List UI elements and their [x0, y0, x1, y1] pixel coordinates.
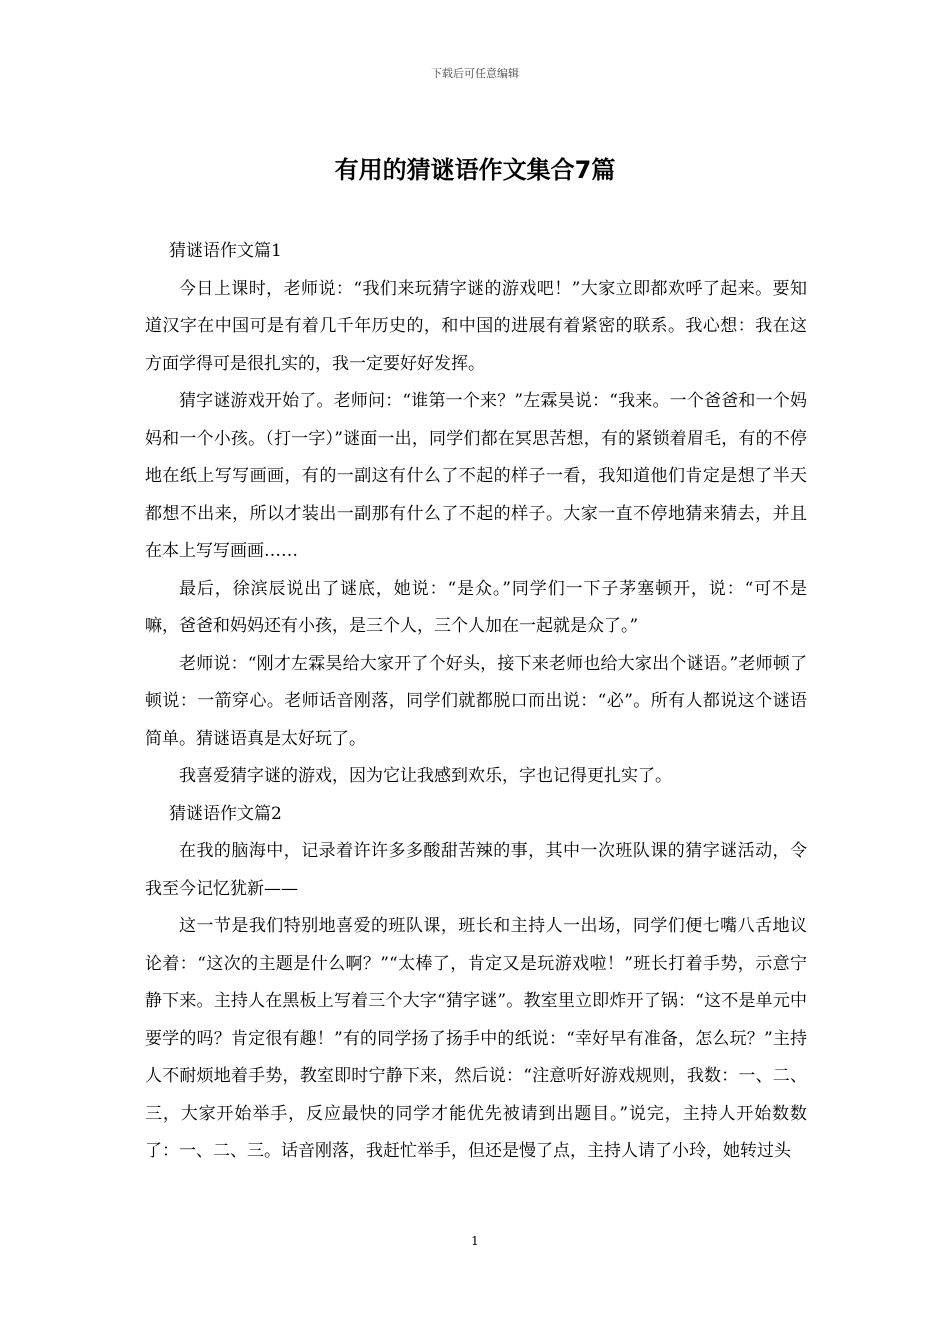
page-number: 1 [471, 1234, 479, 1248]
paragraph: 这一节是我们特别地喜爱的班队课，班长和主持人一出场，同学们便七嘴八舌地议论着：“这次的主题是什么啊？”“太棒了，肯定又是玩游戏啦！”班长打着手势，示意宁静下来。主持人在黑板上写着三个大字“猜字谜”。教室里立即炸开了锅：“这不是单元中要学的吗？肯定很有趣！”有的同学扬了扬手中的纸说：“幸好早有准备，怎么玩？”主持人不耐烦地着手势，教室即时宁静下来，然后说：“注意听好游戏规则，我数：一、二、三，大家开始举手，反应最快的同学才能优先被请到出题目。”说完，主持人开始数数了：一、二、三。话音刚落，我赶忙举手，但还是慢了点，主持人请了小玲，她转过头 [145, 916, 807, 1161]
section-heading: 猜谜语作文篇2 [169, 803, 282, 824]
document-title: 有用的猜谜语作文集合7篇 [334, 156, 616, 184]
paragraph: 最后，徐滨辰说出了谜底，她说：“是众。”同学们一下子茅塞顿开，说：“可不是嘛，爸爸和妈妈还有小孩，是三个人，三个人加在一起就是众了。” [145, 578, 807, 636]
paragraph: 猜字谜游戏开始了。老师问：“谁第一个来？”左霖昊说：“我来。一个爸爸和一个妈妈和一个小孩。（打一字）”谜面一出，同学们都在冥思苦想，有的紧锁着眉毛，有的不停地在纸上写写画画，有的一副这有什么了不起的样子一看，我知道他们肯定是想了半天都想不出来，所以才装出一副那有什么了不起的样子。大家一直不停地猜来猜去，并且在本上写写画画…… [145, 391, 807, 561]
section-heading: 猜谜语作文篇1 [169, 241, 282, 261]
paragraph: 在我的脑海中，记录着许许多多酸甜苦辣的事，其中一次班队课的猜字谜活动，令我至今记忆犹新—— [145, 841, 807, 899]
paragraph: 老师说：“刚才左霖昊给大家开了个好头，接下来老师也给大家出个谜语。”老师顿了顿说：一箭穿心。老师话音刚落，同学们就都脱口而出说：“必”。所有人都说这个谜语简单。猜谜语真是太好玩了。 [145, 653, 807, 749]
document-body [145, 233, 807, 1171]
paragraph: 今日上课时，老师说：“我们来玩猜字谜的游戏吧！”大家立即都欢呼了起来。要知道汉字在中国可是有着几千年历史的，和中国的进展有着紧密的联系。我心想：我在这方面学得可是很扎实的，我一定要好好发挥。 [145, 278, 807, 374]
header-note: 下载后可任意编辑 [431, 67, 519, 80]
paragraph: 我喜爱猜字谜的游戏，因为它让我感到欢乐，字也记得更扎实了。 [179, 766, 672, 786]
